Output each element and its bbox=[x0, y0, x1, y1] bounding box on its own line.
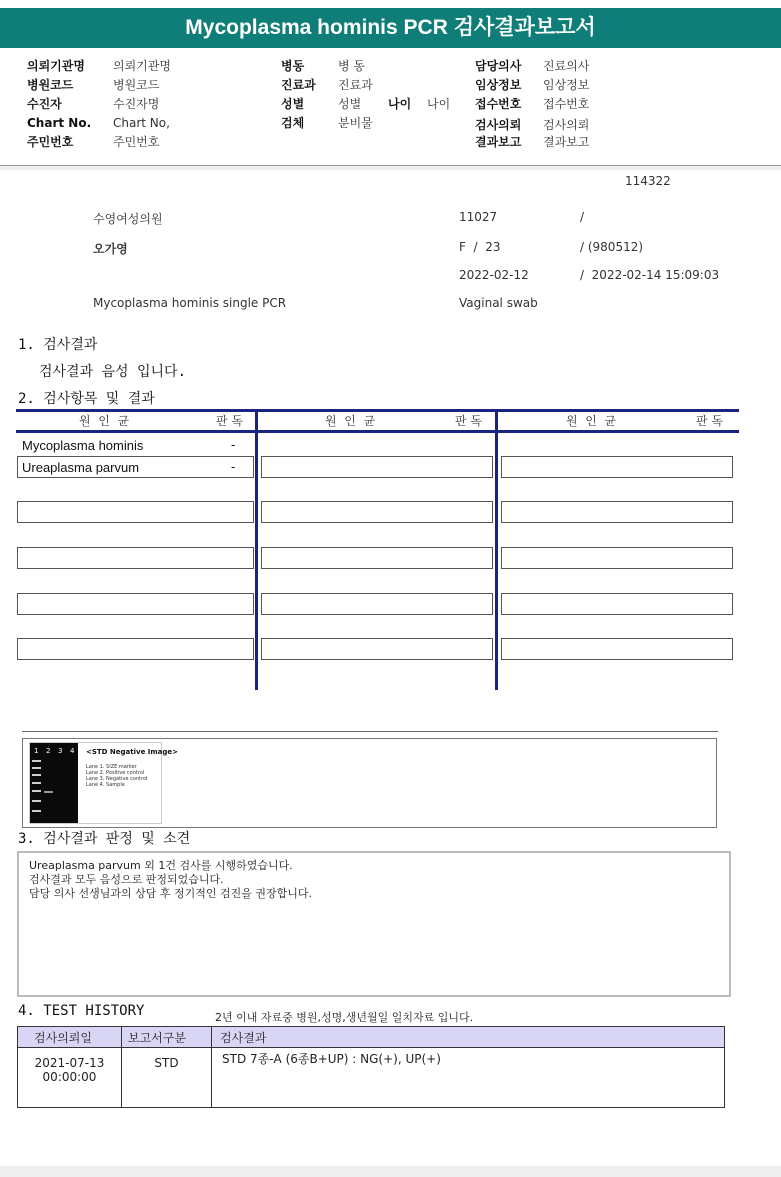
gel-band bbox=[32, 760, 41, 762]
history-header-date: 검사의뢰일 bbox=[18, 1027, 122, 1048]
gel-lane-desc: Lane 3. Negative control bbox=[86, 776, 148, 782]
history-date-cell bbox=[18, 1048, 122, 1108]
value-doctor: 진료의사 bbox=[543, 59, 590, 73]
history-type: STD bbox=[122, 1048, 212, 1108]
label-age: 나이 bbox=[388, 97, 412, 111]
specimen-value: Vaginal swab bbox=[459, 296, 538, 310]
gel-lane-desc: Lane 4. Sample bbox=[86, 782, 125, 788]
section3-title: 3. 검사결과 판정 및 소견 bbox=[18, 831, 191, 847]
history-result: STD 7종-A (6종B+UP) : NG(+), UP(+) bbox=[212, 1048, 725, 1108]
label-sex: 성별 bbox=[281, 97, 305, 111]
header-result-2: 판 독 bbox=[455, 414, 482, 428]
header-info bbox=[0, 48, 781, 166]
empty-result-box bbox=[17, 593, 254, 615]
label-ward: 병동 bbox=[281, 59, 305, 73]
value-hospital-code: 병원코드 bbox=[113, 78, 160, 92]
lane-number: 4 bbox=[70, 747, 75, 755]
value-department: 진료과 bbox=[338, 78, 373, 92]
patient-name: 오가영 bbox=[93, 242, 128, 256]
label-result-report: 결과보고 bbox=[475, 135, 522, 149]
clinic-name: 수영여성의원 bbox=[93, 212, 163, 226]
empty-result-box bbox=[501, 456, 733, 478]
label-department: 진료과 bbox=[281, 78, 316, 92]
label-clinical-info: 임상정보 bbox=[475, 78, 522, 92]
label-receipt-no: 접수번호 bbox=[475, 97, 522, 111]
value-chart-no: Chart No, bbox=[113, 116, 170, 130]
value-receipt-no: 접수번호 bbox=[543, 97, 590, 111]
lane-number: 1 bbox=[34, 747, 39, 755]
header-organism-3: 원 인 균 bbox=[566, 414, 617, 428]
label-chart-no: Chart No. bbox=[27, 116, 92, 130]
opinion-line: 담당 의사 선생님과의 상담 후 정기적인 검진을 권장합니다. bbox=[29, 887, 312, 900]
value-patient: 수진자명 bbox=[113, 97, 160, 111]
result-row-2: - bbox=[231, 459, 236, 474]
value-ward: 병 동 bbox=[338, 59, 365, 73]
report-datetime: / 2022-02-14 15:09:03 bbox=[580, 268, 720, 282]
header-result-1: 판 독 bbox=[216, 414, 243, 428]
empty-result-box bbox=[501, 638, 733, 660]
header-organism-2: 원 인 균 bbox=[325, 414, 376, 428]
empty-result-box bbox=[17, 638, 254, 660]
gel-band bbox=[32, 790, 41, 792]
label-specimen: 검체 bbox=[281, 116, 305, 130]
empty-result-box bbox=[17, 547, 254, 569]
organism-row-1: Mycoplasma hominis bbox=[22, 438, 144, 453]
lane-number: 3 bbox=[58, 747, 63, 755]
gel-lane-desc: Lane 1. SIZE marker bbox=[86, 764, 137, 770]
value-result-report: 결과보고 bbox=[543, 135, 590, 149]
gel-title: <STD Negative Image> bbox=[86, 748, 179, 756]
table-header-border bbox=[16, 430, 739, 433]
section1-body: 검사결과 음성 입니다. bbox=[39, 364, 187, 380]
gel-lane-desc: Lane 2. Positive control bbox=[86, 770, 145, 776]
opinion-line: Ureaplasma parvum 외 1건 검사를 시행하였습니다. bbox=[29, 859, 293, 872]
table-divider-1 bbox=[255, 409, 258, 690]
table-divider-2 bbox=[495, 409, 498, 690]
value-specimen: 분비물 bbox=[338, 116, 373, 130]
gel-band bbox=[32, 800, 41, 802]
birth-value: / (980512) bbox=[580, 240, 644, 254]
value-resident-no: 주민번호 bbox=[113, 135, 160, 149]
empty-result-box bbox=[501, 501, 733, 523]
value-age: 나이 bbox=[427, 97, 451, 111]
empty-result-box bbox=[261, 593, 493, 615]
opinion-box bbox=[17, 851, 731, 997]
empty-result-box bbox=[261, 501, 493, 523]
label-patient: 수진자 bbox=[27, 97, 62, 111]
footer-strip bbox=[0, 1166, 781, 1177]
label-requesting-org: 의뢰기관명 bbox=[27, 59, 85, 73]
label-hospital-code: 병원코드 bbox=[27, 78, 74, 92]
section2-title: 2. 검사항목 및 결과 bbox=[18, 391, 155, 407]
gel-band bbox=[32, 782, 41, 784]
empty-result-box bbox=[501, 593, 733, 615]
report-number: 114322 bbox=[625, 174, 671, 188]
gel-band bbox=[32, 810, 41, 812]
gel-band bbox=[32, 767, 41, 769]
hospital-code-value: 11027 bbox=[459, 210, 498, 224]
history-note: 2년 이내 자료중 병원,성명,생년월일 일치자료 입니다. bbox=[215, 1011, 474, 1024]
header-organism-1: 원 인 균 bbox=[79, 414, 130, 428]
section4-title: 4. TEST HISTORY bbox=[18, 1003, 145, 1019]
value-sex: 성별 bbox=[338, 97, 362, 111]
test-name: Mycoplasma hominis single PCR bbox=[93, 296, 287, 310]
value-requesting-org: 의뢰기관명 bbox=[113, 59, 171, 73]
result-row-1: - bbox=[231, 437, 236, 452]
empty-result-box bbox=[261, 638, 493, 660]
value-test-request: 검사의뢰 bbox=[543, 118, 590, 132]
label-doctor: 담당의사 bbox=[475, 59, 522, 73]
empty-result-box bbox=[261, 456, 493, 478]
label-resident-no: 주민번호 bbox=[27, 135, 74, 149]
divider-strip bbox=[0, 166, 781, 170]
history-time: 00:00:00 bbox=[42, 1070, 97, 1084]
separator-line bbox=[22, 731, 718, 732]
gel-band bbox=[32, 774, 41, 776]
empty-result-box bbox=[17, 501, 254, 523]
label-test-request: 검사의뢰 bbox=[475, 118, 522, 132]
history-date: 2021-07-13 bbox=[34, 1056, 105, 1070]
table-row bbox=[18, 1048, 725, 1108]
history-table bbox=[17, 1026, 725, 1108]
history-header-type: 보고서구분 bbox=[122, 1027, 212, 1048]
request-date: 2022-02-12 bbox=[459, 268, 529, 282]
empty-result-box bbox=[261, 547, 493, 569]
history-header-result: 검사결과 bbox=[212, 1027, 725, 1048]
section1-title: 1. 검사결과 bbox=[18, 337, 98, 353]
header-result-3: 판 독 bbox=[696, 414, 723, 428]
organism-row-2: Ureaplasma parvum bbox=[22, 460, 140, 475]
slash-separator: / bbox=[580, 210, 585, 224]
lane-number: 2 bbox=[46, 747, 51, 755]
value-clinical-info: 임상정보 bbox=[543, 78, 590, 92]
report-title: Mycoplasma hominis PCR 검사결과보고서 bbox=[0, 8, 781, 48]
empty-result-box bbox=[501, 547, 733, 569]
gel-band bbox=[44, 791, 53, 793]
opinion-line: 검사결과 모두 음성으로 판정되었습니다. bbox=[29, 873, 224, 886]
sex-age-value: F / 23 bbox=[459, 240, 501, 254]
